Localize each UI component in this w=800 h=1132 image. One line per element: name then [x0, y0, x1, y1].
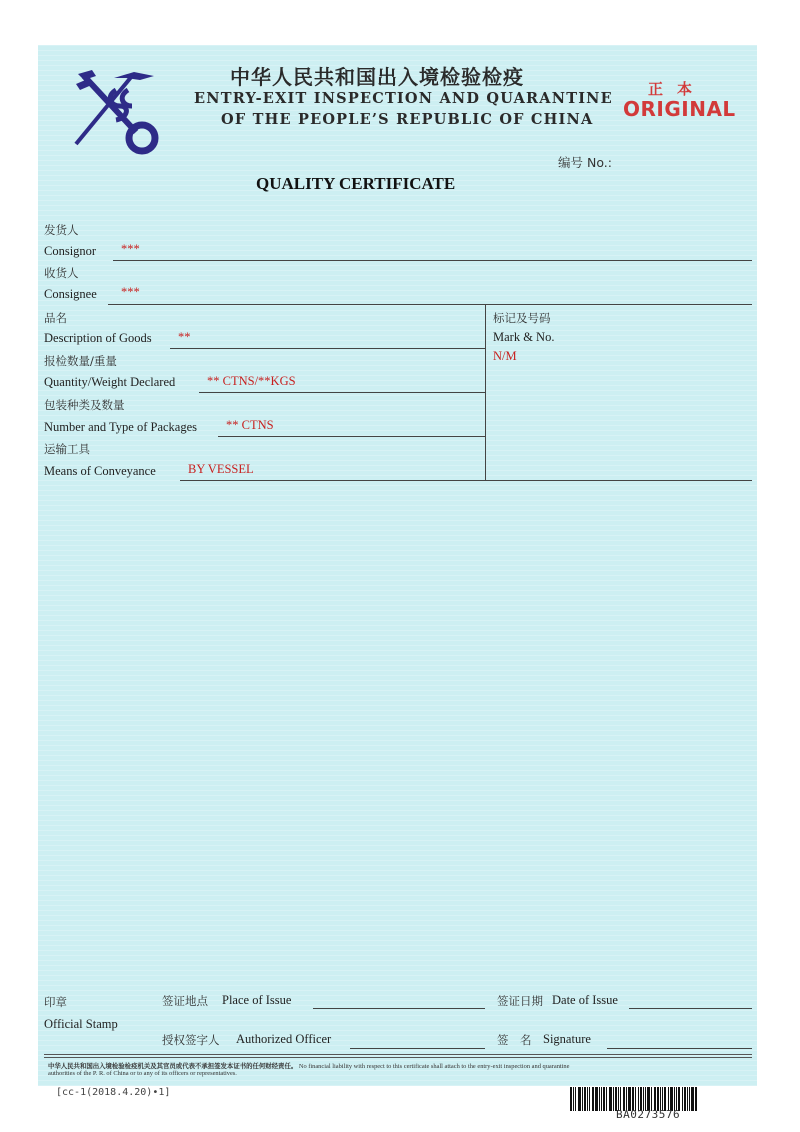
goods-label-en: Description of Goods: [44, 331, 152, 345]
quantity-line: [199, 392, 485, 393]
barcode-bar: [582, 1087, 583, 1111]
packages-line: [218, 436, 485, 437]
quantity-label-cn: 报检数量/重量: [44, 354, 117, 368]
marks-label-en: Mark & No.: [493, 330, 555, 344]
barcode-bar: [684, 1087, 686, 1111]
disclaimer-text-2: authorities of the P. R. of China or to any of its officers or representatives.: [48, 1070, 237, 1077]
signature-label-en: Signature: [543, 1032, 591, 1046]
conveyance-value: BY VESSEL: [188, 462, 254, 476]
goods-line: [170, 348, 485, 349]
signature-line: [607, 1048, 752, 1049]
header-title-en-line2: OF THE PEOPLE’S REPUBLIC OF CHINA: [221, 111, 594, 128]
conveyance-line: [180, 480, 752, 481]
disclaimer-cn: 中华人民共和国出入境检验检疫机关及其官员或代表不承担签发本证书的任何财经责任。: [48, 1062, 298, 1070]
barcode-bar: [599, 1087, 600, 1111]
consignor-value: ***: [121, 242, 140, 256]
packages-label-en: Number and Type of Packages: [44, 420, 198, 434]
place-of-issue-line: [313, 1008, 485, 1009]
barcode-bar: [592, 1087, 594, 1111]
certificate-title: QUALITY CERTIFICATE: [256, 174, 456, 193]
place-of-issue-label-cn: 签证地点: [162, 994, 208, 1008]
barcode-bar: [589, 1087, 590, 1111]
consignee-label-en: Consignee: [44, 287, 97, 301]
marks-divider: [485, 304, 486, 480]
barcode-bar: [609, 1087, 612, 1111]
barcode-bar: [575, 1087, 576, 1111]
goods-value: **: [178, 330, 191, 344]
consignee-line: [108, 304, 752, 305]
barcode-bar: [573, 1087, 574, 1111]
conveyance-label-en: Means of Conveyance: [44, 464, 156, 478]
disclaimer-rule-top: [44, 1054, 752, 1055]
goods-label-cn: 品名: [44, 311, 67, 325]
barcode-bar: [570, 1087, 572, 1111]
barcode-bar: [595, 1087, 598, 1111]
conveyance-label-cn: 运输工具: [44, 442, 90, 456]
barcode-bar: [584, 1087, 586, 1111]
consignor-label-cn: 发货人: [44, 223, 79, 237]
packages-value: ** CTNS: [226, 418, 274, 432]
consignee-value: ***: [121, 285, 140, 299]
certificate-sheet: [38, 45, 757, 1086]
disclaimer-en-1: No financial liability with respect to this certificate shall attach to the entry-exit inspection and quarantine: [298, 1063, 570, 1070]
barcode-bar: [691, 1087, 694, 1111]
consignor-line: [113, 260, 752, 261]
barcode-bar: [613, 1087, 614, 1111]
original-stamp-en: ORIGINAL: [623, 97, 736, 121]
barcode-bar: [601, 1087, 602, 1111]
stamp-label-en: Official Stamp: [44, 1017, 118, 1031]
authorized-officer-line: [350, 1048, 485, 1049]
ciq-emblem-icon: [70, 66, 165, 156]
form-code: [cc-1(2018.4.20)•1]: [56, 1087, 171, 1098]
place-of-issue-label-en: Place of Issue: [222, 993, 292, 1007]
quantity-value: ** CTNS/**KGS: [207, 374, 296, 388]
barcode-bar: [578, 1087, 581, 1111]
serial-number: BA0273576: [616, 1108, 681, 1121]
barcode-bar: [687, 1087, 688, 1111]
consignor-label-en: Consignor: [44, 244, 97, 258]
signature-label-cn: 签 名: [497, 1033, 532, 1047]
date-of-issue-label-en: Date of Issue: [552, 993, 618, 1007]
barcode-bar: [695, 1087, 697, 1111]
barcode-bar: [606, 1087, 607, 1111]
authorized-officer-label-en: Authorized Officer: [236, 1032, 332, 1046]
barcode-bar: [603, 1087, 605, 1111]
barcode-bar: [587, 1087, 588, 1111]
header-title-en-line1: ENTRY-EXIT INSPECTION AND QUARANTINE: [194, 90, 613, 107]
marks-label-cn: 标记及号码: [493, 311, 551, 325]
original-stamp-cn: 正本: [648, 80, 707, 98]
date-of-issue-label-cn: 签证日期: [497, 994, 543, 1008]
certificate-number-label: 编号 No.:: [558, 155, 612, 170]
disclaimer-rule-top-2: [44, 1057, 752, 1058]
authorized-officer-label-cn: 授权签字人: [162, 1033, 220, 1047]
header-title-cn: 中华人民共和国出入境检验检疫: [230, 65, 524, 89]
date-of-issue-line: [629, 1008, 752, 1009]
marks-value: N/M: [493, 349, 517, 363]
disclaimer-text: [48, 1061, 569, 1070]
consignee-label-cn: 收货人: [44, 266, 79, 280]
barcode-bar: [689, 1087, 690, 1111]
stamp-label-cn: 印章: [44, 995, 67, 1009]
packages-label-cn: 包装种类及数量: [44, 398, 125, 412]
barcode-bar: [682, 1087, 683, 1111]
quantity-label-en: Quantity/Weight Declared: [44, 375, 176, 389]
